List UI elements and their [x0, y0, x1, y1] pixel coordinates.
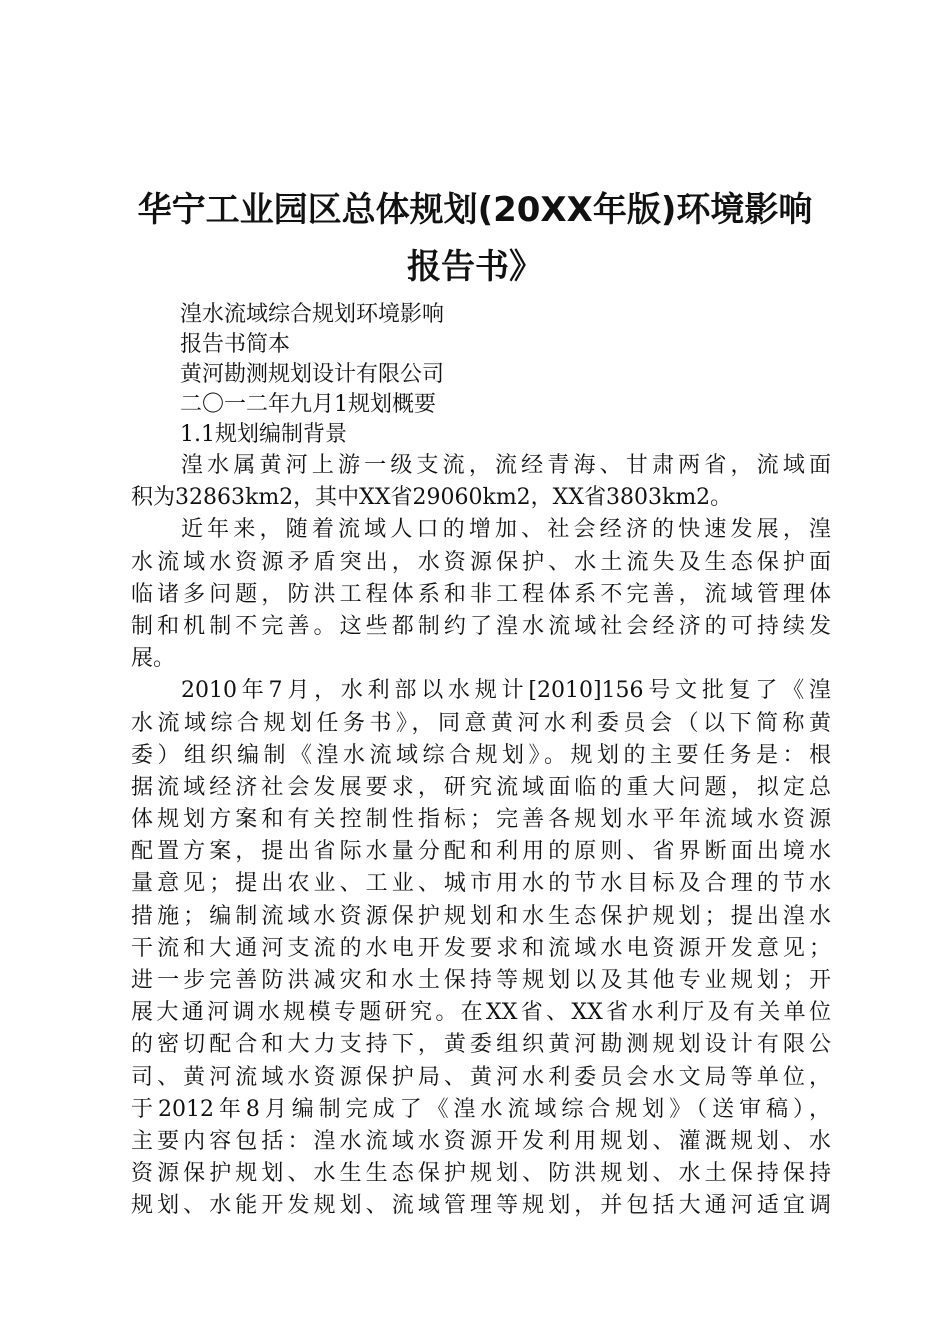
paragraph-3-line: 委）组织编制《湟水流域综合规划》。规划的主要任务是：根 — [131, 742, 831, 768]
paragraph-2-line: 制和机制不完善。这些都制约了湟水流域社会经济的可持续发 — [131, 613, 831, 639]
paragraph-3-line: 体规划方案和有关控制性指标；完善各规划水平年流域水资源 — [131, 807, 831, 833]
paragraph-3-line: 量意见；提出农业、工业、城市用水的节水目标及合理的节水 — [131, 871, 831, 897]
paragraph-2-line: 近年来，随着流域人口的增加、社会经济的快速发展，湟 — [181, 517, 831, 543]
paragraph-3-line: 水流域综合规划任务书》，同意黄河水利委员会（以下简称黄 — [131, 710, 831, 736]
paragraph-2-line: 展。 — [131, 646, 176, 672]
paragraph-3-line: 于2012年8月编制完成了《湟水流域综合规划》（送审稿）， — [131, 1096, 831, 1122]
paragraph-3-line: 的密切配合和大力支持下，黄委组织黄河勘测规划设计有限公 — [131, 1032, 831, 1058]
paragraph-3-line: 2010年7月，水利部以水规计[2010]156号文批复了《湟 — [181, 678, 831, 704]
paragraph-1-line: 积为32863km2，其中XX省29060km2，XX省3803km2。 — [131, 485, 733, 511]
paragraph-3-line: 措施；编制流域水资源保护规划和水生态保护规划；提出湟水 — [131, 903, 831, 929]
paragraph-1-line: 湟水属黄河上游一级支流，流经青海、甘肃两省，流域面 — [181, 453, 831, 478]
section-heading: 1.1规划编制背景 — [180, 422, 347, 447]
body-text — [131, 450, 831, 1223]
report-date-and-section: 二〇一二年九月1规划概要 — [180, 392, 436, 417]
document-title-line-2: 报告书》 — [407, 247, 543, 287]
report-subtitle-line-2: 报告书简本 — [180, 332, 291, 357]
paragraph-3-line: 干流和大通河支流的水电开发要求和流域水电资源开发意见； — [131, 935, 831, 961]
report-subtitle-line-1: 湟水流域综合规划环境影响 — [180, 302, 445, 327]
paragraph-3-line: 规划、水能开发规划、流域管理等规划，并包括大通河适宜调 — [131, 1193, 831, 1219]
report-organization: 黄河勘测规划设计有限公司 — [180, 362, 445, 387]
paragraph-3-line: 据流域经济社会发展要求，研究流域面临的重大问题，拟定总 — [131, 774, 831, 800]
paragraph-3-line: 进一步完善防洪减灾和水土保持等规划以及其他专业规划；开 — [131, 968, 831, 993]
paragraph-2-line: 水流域水资源矛盾突出，水资源保护、水土流失及生态保护面 — [131, 549, 831, 575]
document-title-line-1: 华宁工业园区总体规划(20XX年版)环境影响 — [137, 190, 813, 230]
paragraph-3-line: 司、黄河流域水资源保护局、黄河水利委员会水文局等单位， — [131, 1064, 831, 1090]
paragraph-3-line: 展大通河调水规模专题研究。在XX省、XX省水利厅及有关单位 — [131, 1000, 831, 1026]
paragraph-3-line: 配置方案，提出省际水量分配和利用的原则、省界断面出境水 — [131, 839, 831, 865]
paragraph-3-line: 主要内容包括：湟水流域水资源开发利用规划、灌溉规划、水 — [131, 1128, 831, 1154]
paragraph-3-line: 资源保护规划、水生生态保护规划、防洪规划、水土保持保持 — [131, 1161, 831, 1187]
paragraph-2-line: 临诸多问题，防洪工程体系和非工程体系不完善，流域管理体 — [131, 581, 831, 607]
